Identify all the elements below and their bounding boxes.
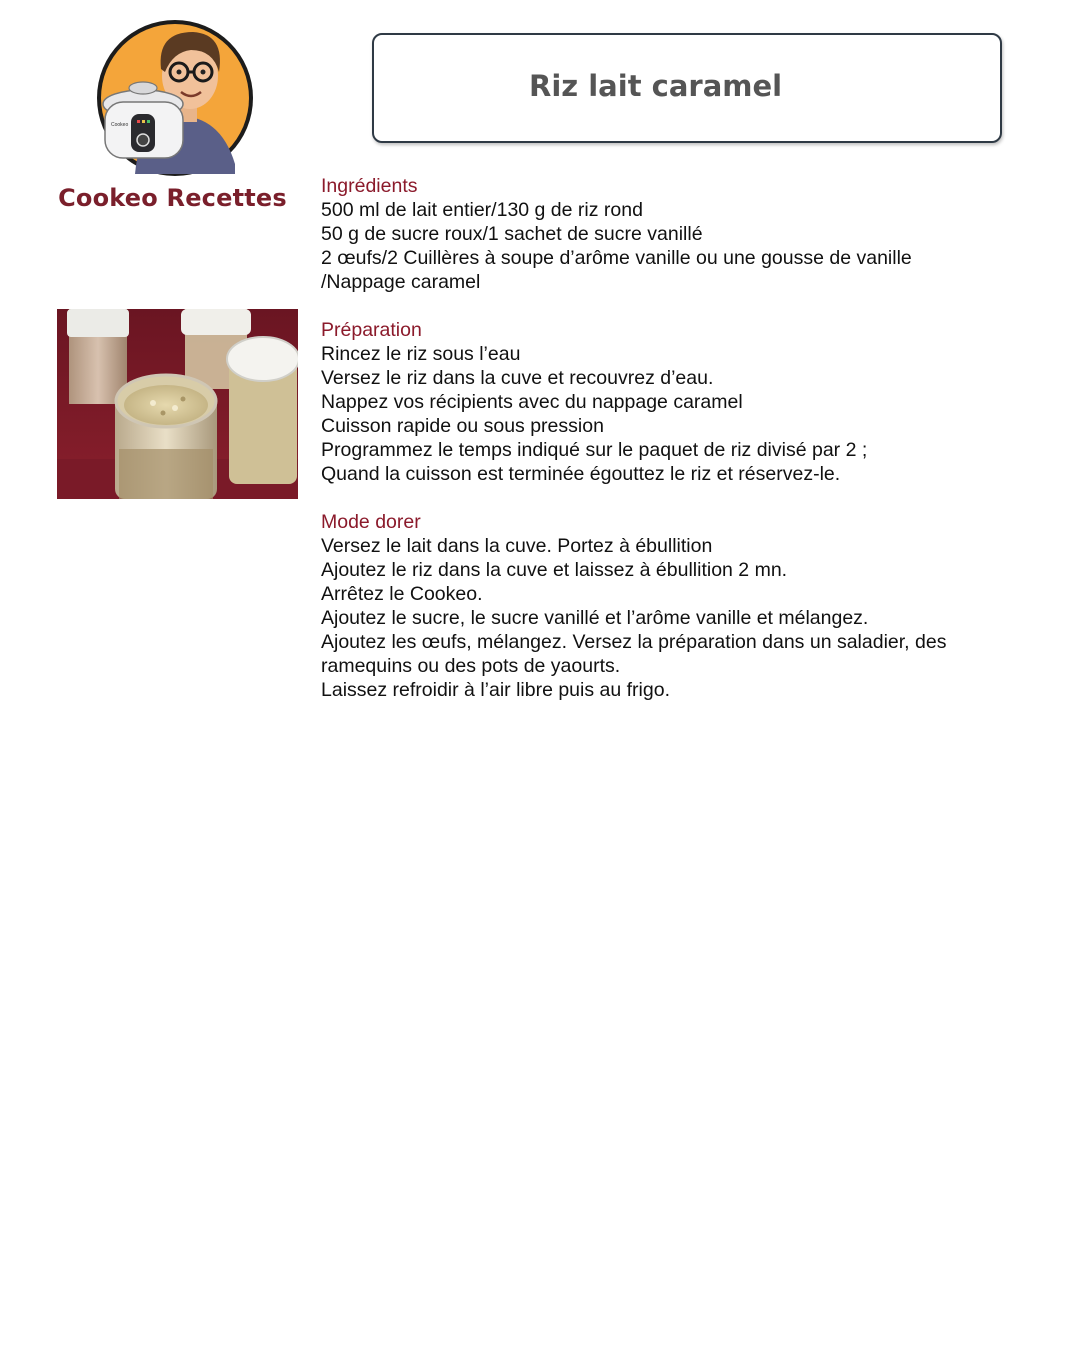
ingredient-line: 2 œufs/2 Cuillères à soupe d’arôme vanille ou une gousse de vanille (321, 247, 912, 269)
section-heading: Préparation (321, 319, 422, 341)
step-line: Ajoutez le riz dans la cuve et laissez à ébullition 2 mn. (321, 559, 788, 581)
preparation-section (321, 318, 1021, 486)
section-heading: Ingrédients (321, 175, 418, 197)
brand-logo (55, 14, 290, 219)
brand-name: Cookeo Recettes (58, 184, 287, 212)
step-line: Rincez le riz sous l’eau (321, 343, 521, 365)
step-line: Programmez le temps indiqué sur le paquet de riz divisé par 2 ; (321, 439, 868, 461)
step-line: Nappez vos récipients avec du nappage caramel (321, 391, 743, 413)
step-line: Ajoutez le sucre, le sucre vanillé et l’arôme vanille et mélangez. (321, 607, 869, 629)
ingredient-line: 500 ml de lait entier/130 g de riz rond (321, 199, 643, 221)
mode-dorer-section (321, 510, 1021, 702)
svg-text:Cookeo: Cookeo (111, 122, 129, 128)
title-box (372, 33, 1002, 143)
step-line: Cuisson rapide ou sous pression (321, 415, 604, 437)
step-line: Versez le lait dans la cuve. Portez à ébullition (321, 535, 713, 557)
ingredient-line: 50 g de sucre roux/1 sachet de sucre vanillé (321, 223, 703, 245)
recipe-title: Riz lait caramel (529, 69, 783, 103)
section-heading: Mode dorer (321, 511, 421, 533)
step-line: Arrêtez le Cookeo. (321, 583, 483, 605)
ingredient-line: /Nappage caramel (321, 271, 481, 293)
step-line: Ajoutez les œufs, mélangez. Versez la préparation dans un saladier, des (321, 631, 947, 653)
ingredients-section (321, 174, 1021, 294)
chef-cooker-illustration (95, 14, 255, 179)
step-line: ramequins ou des pots de yaourts. (321, 655, 621, 677)
step-line: Laissez refroidir à l’air libre puis au frigo. (321, 679, 670, 701)
step-line: Quand la cuisson est terminée égouttez le riz et réservez-le. (321, 463, 841, 485)
recipe-content (321, 174, 1021, 726)
recipe-photo (57, 309, 298, 499)
step-line: Versez le riz dans la cuve et recouvrez d’eau. (321, 367, 714, 389)
